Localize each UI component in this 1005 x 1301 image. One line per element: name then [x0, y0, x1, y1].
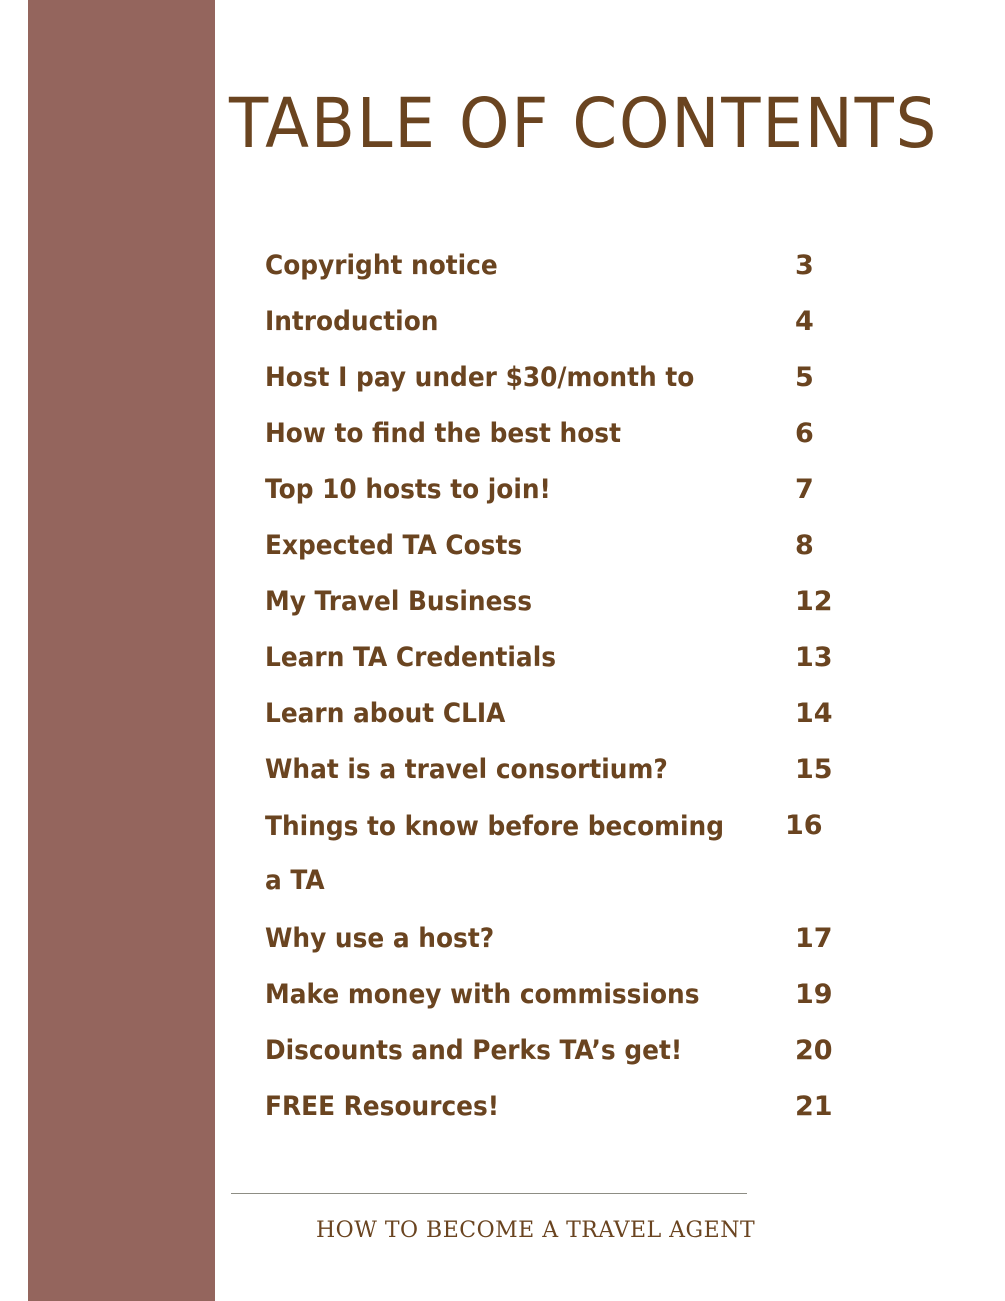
toc-entry[interactable]	[265, 408, 855, 464]
sidebar-color-band	[28, 0, 215, 1301]
toc-entry[interactable]	[265, 352, 855, 408]
toc-entry-page: 3	[795, 250, 814, 281]
footer-divider	[231, 1193, 747, 1194]
toc-entry-page: 16	[785, 810, 823, 841]
toc-entry[interactable]	[265, 520, 855, 576]
toc-entry-page: 8	[795, 530, 814, 561]
toc-entry[interactable]	[265, 240, 855, 296]
toc-entry-page: 13	[795, 642, 833, 673]
toc-entry-label: How to find the best host	[265, 418, 621, 449]
table-of-contents	[265, 240, 855, 1137]
toc-entry-label: Why use a host?	[265, 923, 495, 954]
toc-entry-label: Copyright notice	[265, 250, 498, 281]
toc-entry-label: Learn TA Credentials	[265, 642, 557, 673]
toc-entry-page: 17	[795, 923, 833, 954]
toc-entry-page: 21	[795, 1091, 833, 1122]
toc-entry-label: Discounts and Perks TA’s get!	[265, 1035, 683, 1066]
page-title: TABLE OF CONTENTS	[229, 84, 939, 164]
toc-entry[interactable]	[265, 800, 855, 913]
toc-entry[interactable]	[265, 1025, 855, 1081]
toc-entry[interactable]	[265, 464, 855, 520]
toc-entry-page: 15	[795, 754, 833, 785]
toc-entry[interactable]	[265, 969, 855, 1025]
toc-entry[interactable]	[265, 1081, 855, 1137]
toc-entry[interactable]	[265, 576, 855, 632]
toc-entry-page: 7	[795, 474, 814, 505]
toc-entry[interactable]	[265, 688, 855, 744]
toc-entry-page: 5	[795, 362, 814, 393]
toc-entry-label: Introduction	[265, 306, 439, 337]
toc-entry-label: Expected TA Costs	[265, 530, 523, 561]
toc-entry-label: Learn about CLIA	[265, 698, 506, 729]
toc-entry-label: FREE Resources!	[265, 1091, 500, 1122]
toc-entry[interactable]	[265, 913, 855, 969]
toc-entry-label: My Travel Business	[265, 586, 533, 617]
toc-entry[interactable]	[265, 296, 855, 352]
toc-entry-page: 4	[795, 306, 814, 337]
footer-title: HOW TO BECOME A TRAVEL AGENT	[316, 1218, 756, 1243]
toc-entry-label: Make money with commissions	[265, 979, 700, 1010]
toc-entry-label: Top 10 hosts to join!	[265, 474, 551, 505]
toc-entry-label: Host I pay under $30/month to	[265, 362, 695, 393]
toc-entry-page: 14	[795, 698, 833, 729]
toc-entry-page: 6	[795, 418, 814, 449]
toc-entry-label: Things to know before becoming a TA	[265, 811, 725, 896]
toc-entry-page: 19	[795, 979, 833, 1010]
toc-entry-page: 12	[795, 586, 833, 617]
toc-entry[interactable]	[265, 744, 855, 800]
toc-entry-label: What is a travel consortium?	[265, 754, 668, 785]
toc-entry-page: 20	[795, 1035, 833, 1066]
toc-entry[interactable]	[265, 632, 855, 688]
